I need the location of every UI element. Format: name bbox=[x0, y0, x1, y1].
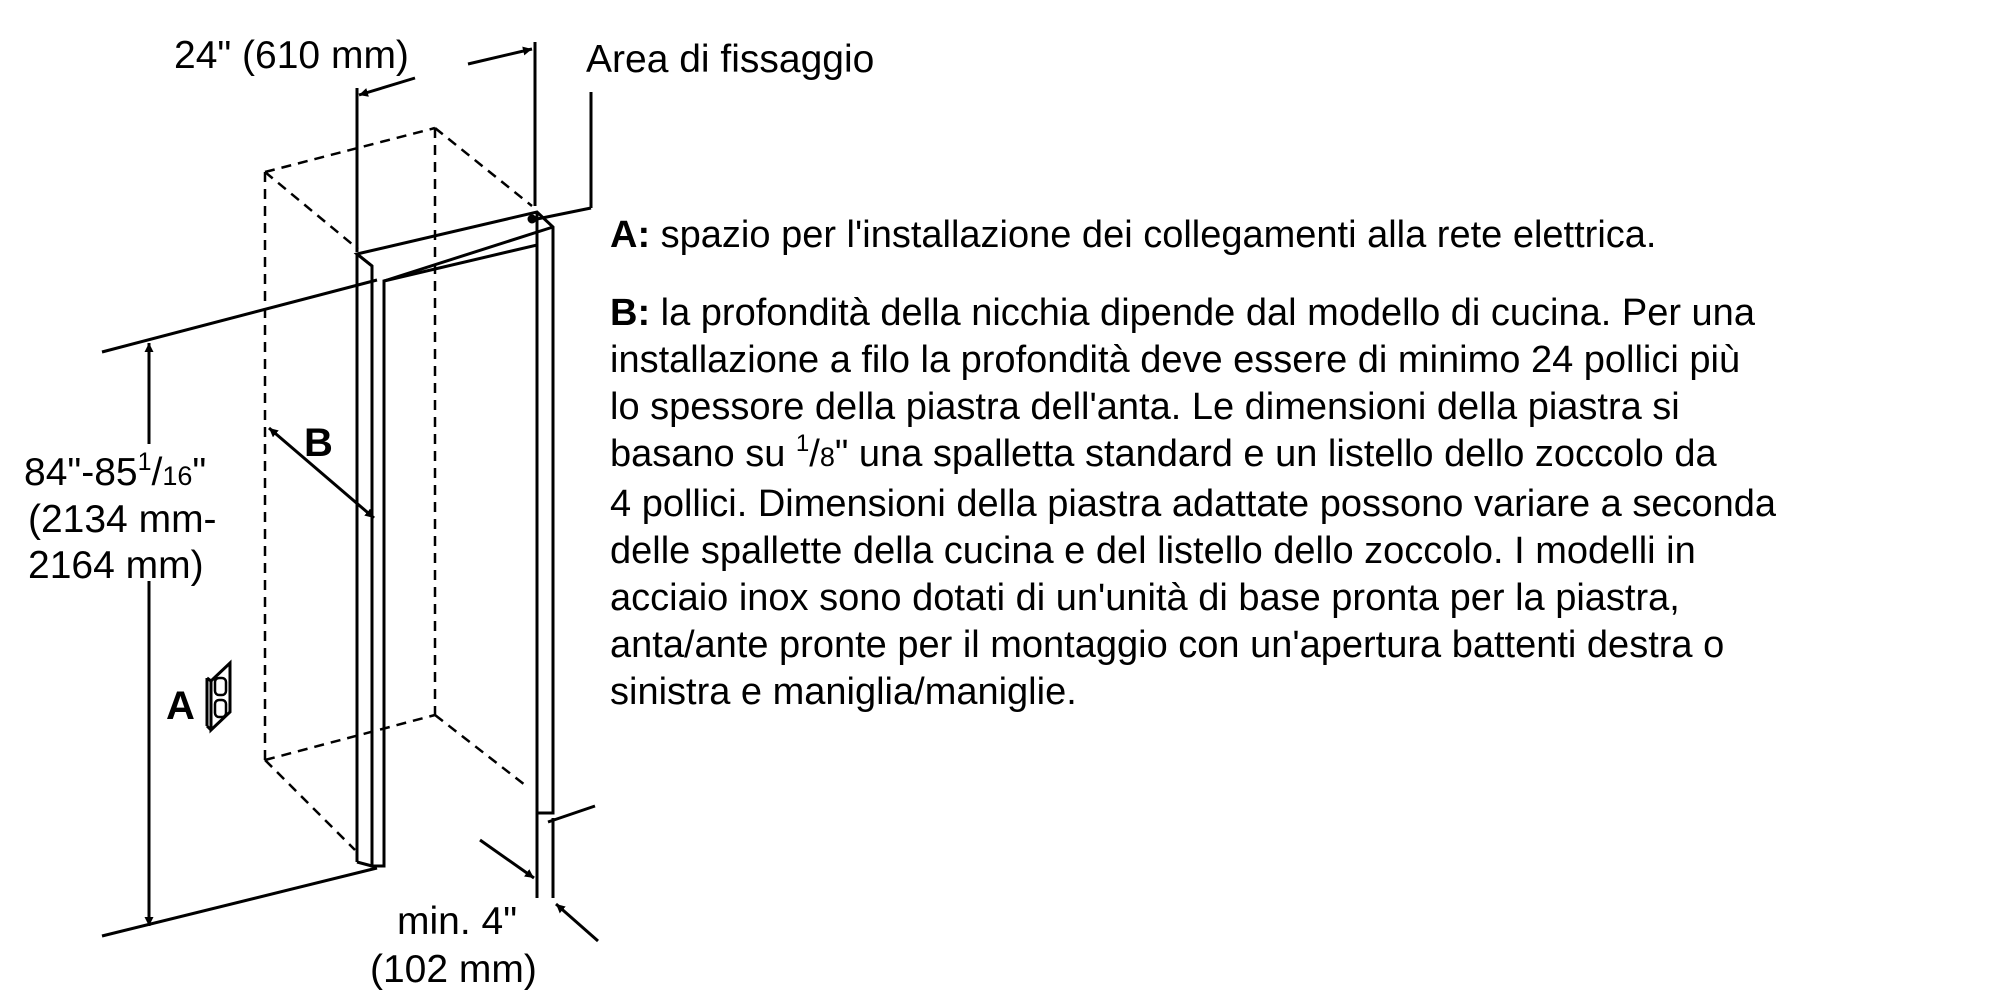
marker-b: B bbox=[304, 421, 333, 465]
note-b-fraction-den: 8 bbox=[819, 442, 835, 472]
note-b-line7: acciaio inox sono dotati di un'unità di base pronta per la piastra, bbox=[610, 577, 1680, 619]
min-label-line2: (102 mm) bbox=[370, 948, 537, 991]
height-label-fraction-slash: / bbox=[151, 451, 163, 494]
note-b bbox=[610, 290, 1980, 716]
niche-outline bbox=[265, 128, 532, 850]
note-b-fraction-num: 1 bbox=[795, 430, 810, 457]
note-b-line4 bbox=[610, 431, 1980, 481]
note-b-line bbox=[610, 290, 1980, 337]
note-b-line1: la profondità della nicchia dipende dal modello di cucina. Per una bbox=[650, 292, 1755, 334]
note-a-key: A: bbox=[610, 214, 651, 256]
notes-panel bbox=[610, 212, 1980, 716]
note-b-line2: installazione a filo la profondità deve essere di minimo 24 pollici più bbox=[610, 339, 1741, 381]
fixing-area-leader bbox=[537, 92, 591, 219]
appliance-front bbox=[357, 212, 553, 866]
note-b-fraction-slash: / bbox=[809, 433, 820, 475]
note-b-line6: delle spallette della cucina e del listello dello zoccolo. I modelli in bbox=[610, 530, 1696, 572]
height-label-suffix: " bbox=[192, 451, 207, 494]
height-label-line1 bbox=[24, 448, 206, 494]
note-b-line4-before: basano su bbox=[610, 433, 796, 475]
height-label-fraction-num: 1 bbox=[137, 448, 152, 476]
height-label-fraction-den: 16 bbox=[162, 461, 193, 491]
note-b-line8: anta/ante pronte per il montaggio con un'apertura battenti destra o bbox=[610, 624, 1725, 666]
height-label-line2: (2134 mm- bbox=[28, 498, 217, 541]
note-a-text: spazio per l'installazione dei collegamenti alla rete elettrica. bbox=[650, 214, 1657, 256]
marker-a: A bbox=[166, 684, 195, 728]
ceiling-line bbox=[102, 280, 377, 352]
min-label-line1: min. 4" bbox=[397, 900, 518, 943]
fixing-area-label: Area di fissaggio bbox=[586, 38, 875, 81]
floor-line bbox=[102, 806, 595, 936]
width-label: 24" (610 mm) bbox=[174, 34, 409, 77]
note-b-line3: lo spessore della piastra dell'anta. Le dimensioni della piastra si bbox=[610, 386, 1680, 428]
electrical-outlet-icon bbox=[207, 663, 230, 730]
note-a bbox=[610, 212, 1980, 259]
note-b-line4-after: " una spalletta standard e un listello dello zoccolo da bbox=[834, 433, 1717, 475]
note-b-line5: 4 pollici. Dimensioni della piastra adattate possono variare a seconda bbox=[610, 483, 1777, 525]
height-label-prefix: 84"-85 bbox=[24, 451, 138, 494]
note-b-line9: sinistra e maniglia/maniglie. bbox=[610, 671, 1077, 713]
height-label-line3: 2164 mm) bbox=[28, 544, 204, 587]
note-b-key: B: bbox=[610, 292, 651, 334]
